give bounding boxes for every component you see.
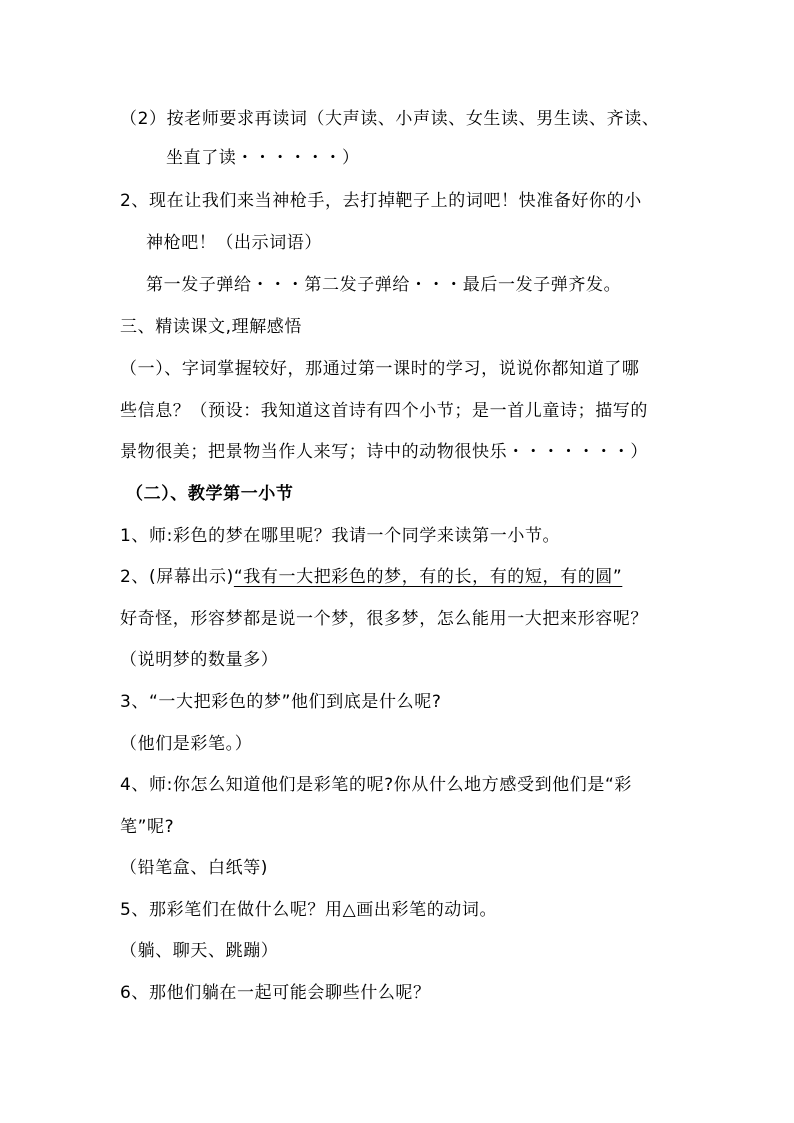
line-item-2-continued: 好奇怪，形容梦都是说一个梦，很多梦，怎么能用一大把来形容呢？ [120,609,648,629]
line-item-4-note: （铅笔盒、白纸等) [120,858,269,878]
item-2-prefix: 2、(屏幕出示) [120,567,234,587]
line-item-2-note: （说明梦的数量多） [120,650,279,670]
section-heading-three: 三、精读课文,理解感悟 [120,317,303,337]
line-part-one-continued: 些信息？（预设：我知道这首诗有四个小节；是一首儿童诗；描写的 [120,401,648,421]
line-bullets: 第一发子弹给・・・第二发子弹给・・・最后一发子弹齐发。 [146,275,622,295]
line-item-3-note: （他们是彩笔。） [120,734,253,754]
line-item-6: 6、那他们躺在一起可能会聊些什么呢？ [120,983,431,1003]
line-read-words-again: （2）按老师要求再读词（大声读、小声读、女生读、男生读、齐读、 [120,109,660,129]
line-item-5: 5、那彩笔们在做什么呢？用△画出彩笔的动词。 [120,900,498,920]
line-sharpshooter-continued: 神枪吧！（出示词语） [146,233,322,253]
line-item-2 [120,565,622,589]
line-sharpshooter: 2、现在让我们来当神枪手，去打掉靶子上的词吧！快准备好你的小 [120,191,642,211]
subheading-part-two: （二）、教学第一小节 [126,484,294,504]
line-item-1: 1、师:彩色的梦在哪里呢？我请一个同学来读第一小节。 [120,526,561,546]
item-2-quote: “我有一大把彩色的梦，有的长，有的短，有的圆” [233,567,623,587]
line-item-5-note: （躺、聊天、跳蹦） [120,941,279,961]
line-read-words-continued: 坐直了读・・・・・・） [166,148,360,168]
line-part-one: （一）、字词掌握较好，那通过第一课时的学习，说说你都知道了哪 [120,359,640,379]
line-item-3: 3、“一大把彩色的梦”他们到底是什么呢? [120,692,442,712]
line-item-4-continued: 笔”呢? [120,817,175,837]
line-part-one-end: 景物很美；把景物当作人来写；诗中的动物很快乐・・・・・・・） [120,442,648,462]
line-item-4: 4、师:你怎么知道他们是彩笔的呢?你从什么地方感受到他们是“彩 [120,775,632,795]
